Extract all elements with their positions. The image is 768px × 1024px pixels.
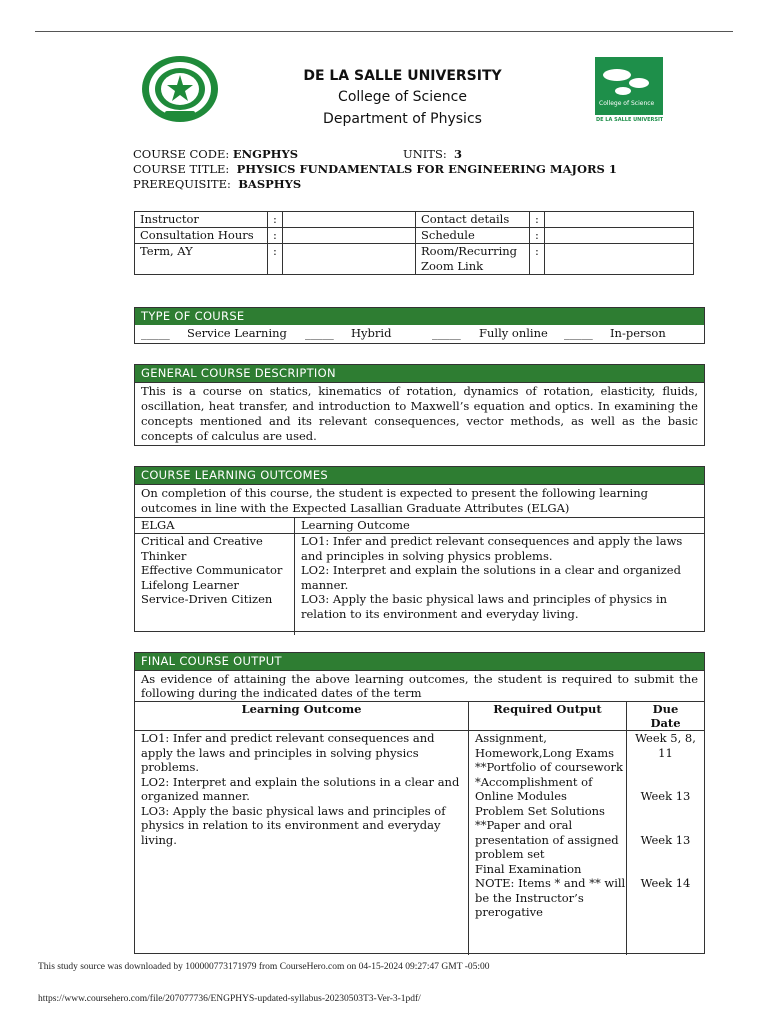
col-required-output: Required Output <box>469 702 627 730</box>
due-item: Week 14 <box>640 876 691 890</box>
units-block: UNITS: 3 <box>403 147 463 161</box>
units-value: 3 <box>454 147 463 161</box>
instructor-label: Instructor <box>135 212 268 228</box>
consultation-value[interactable] <box>283 228 416 244</box>
college-of-science-logo <box>595 57 663 123</box>
lo-item: LO1: Infer and predict relevant consequences and apply the laws and principles in solving physics problems. <box>141 731 435 774</box>
prerequisite-line: PREREQUISITE: BASPHYS <box>133 177 302 191</box>
term-label: Term, AY <box>135 244 268 275</box>
course-code-line: COURSE CODE: ENGPHYS UNITS: 3 <box>133 147 463 161</box>
outcomes-header-row <box>135 518 704 534</box>
room-label: Room/Recurring Zoom Link <box>416 244 530 275</box>
document-header <box>240 66 565 130</box>
learning-outcomes-section <box>134 466 705 632</box>
col-due-date: Due Date <box>650 702 681 730</box>
due-item: Week 5, 8, 11 <box>635 731 696 760</box>
outcomes-body-row <box>135 534 704 635</box>
section-title: FINAL COURSE OUTPUT <box>135 653 704 670</box>
lo-item: LO3: Apply the basic physical laws and principles of physics in relation to its environment and everyday living. <box>141 803 446 847</box>
final-output-body-row <box>135 731 704 955</box>
final-output-header-row <box>135 702 704 731</box>
due-date-list <box>627 731 704 955</box>
output-item: NOTE: Items * and ** will be the Instructor’s prerogative <box>475 876 626 919</box>
term-value[interactable] <box>283 244 416 275</box>
download-notice: This study source was downloaded by 100000773171979 from CourseHero.com on 04-15-2024 09:27:47 GMT -05:00 <box>38 962 490 972</box>
instructor-value[interactable] <box>283 212 416 228</box>
output-item: **Portfolio of coursework <box>475 760 623 774</box>
type-of-course-section <box>134 307 705 344</box>
elga-item: Service-Driven Citizen <box>141 592 273 606</box>
lo-item: LO2: Interpret and explain the solutions in a clear and organized manner. <box>141 774 460 803</box>
description-text: This is a course on statics, kinematics of rotation, dynamics of rotation, elasticity, fluids, oscillation, heat transfer, and introduction to Maxwell’s equation and optics. In examining the concepts mentioned and its relevant consequences, vector methods, as well as the basic concepts of calculus are used. <box>135 382 704 445</box>
elga-item: Lifelong Learner <box>141 577 239 592</box>
instructor-info-table: Instructor : Contact details : Consultation Hours : Schedule : Term, AY : Room/Recurring Zoom Link : <box>134 211 694 275</box>
source-url[interactable]: https://www.coursehero.com/file/207077736/ENGPHYS-updated-syllabus-20230503T3-Ver-3-1pdf/ <box>38 994 421 1004</box>
dlsu-seal-logo <box>141 55 219 123</box>
prerequisite: BASPHYS <box>238 177 302 191</box>
option-service-learning[interactable]: Service Learning <box>187 326 287 340</box>
contact-value[interactable] <box>545 212 694 228</box>
output-item: Problem Set Solutions <box>475 803 605 818</box>
svg-text:College of Science: College of Science <box>599 100 655 107</box>
required-output-list <box>469 731 627 955</box>
option-hybrid[interactable]: Hybrid <box>351 326 392 340</box>
university-name: DE LA SALLE UNIVERSITY <box>303 68 502 84</box>
room-value[interactable] <box>545 244 694 275</box>
output-item: Final Examination <box>475 861 582 876</box>
output-item: Assignment, Homework,Long Exams <box>475 731 615 760</box>
schedule-label: Schedule <box>416 228 530 244</box>
contact-label: Contact details <box>416 212 530 228</box>
course-code: ENGPHYS <box>232 147 299 161</box>
course-title: PHYSICS FUNDAMENTALS FOR ENGINEERING MAJORS 1 <box>236 162 617 176</box>
section-title: GENERAL COURSE DESCRIPTION <box>135 365 704 382</box>
option-fully-online[interactable]: Fully online <box>479 326 548 340</box>
course-type-options: _____ Service Learning _____ Hybrid _____ Fully online _____ In-person <box>141 326 666 340</box>
lo-item: LO1: Infer and predict relevant consequences and apply the laws and principles in solving physics problems. <box>301 534 683 563</box>
elga-item: Critical and Creative Thinker <box>141 534 263 563</box>
course-title-line: COURSE TITLE: PHYSICS FUNDAMENTALS FOR ENGINEERING MAJORS 1 <box>133 162 617 176</box>
col-elga: ELGA <box>135 518 295 533</box>
final-output-section <box>134 652 705 954</box>
section-title: TYPE OF COURSE <box>135 308 704 325</box>
department-name: Department of Physics <box>323 111 482 127</box>
lo-item: LO3: Apply the basic physical laws and principles of physics in relation to its environment and everyday living. <box>301 592 668 621</box>
col-learning-outcome: Learning Outcome <box>301 518 410 532</box>
output-item: **Paper and oral presentation of assigned problem set <box>475 818 619 861</box>
col-learning-outcome: Learning Outcome <box>135 702 469 730</box>
consultation-label: Consultation Hours <box>135 228 268 244</box>
output-item: *Accomplishment of Online Modules <box>475 774 593 803</box>
schedule-value[interactable] <box>545 228 694 244</box>
outcomes-intro: On completion of this course, the student is expected to present the following learning outcomes in line with the Expected Lasallian Graduate Attributes (ELGA) <box>135 484 704 518</box>
top-rule <box>35 31 733 32</box>
final-lo-list <box>135 731 469 955</box>
lo-item: LO2: Interpret and explain the solutions in a clear and organized manner. <box>301 563 681 592</box>
option-in-person[interactable]: In-person <box>610 326 666 340</box>
final-output-intro: As evidence of attaining the above learning outcomes, the student is required to submit the following during the indicated dates of the term <box>135 670 704 702</box>
college-name: College of Science <box>338 89 467 105</box>
lo-list <box>295 534 704 635</box>
course-description-section <box>134 364 705 446</box>
section-title: COURSE LEARNING OUTCOMES <box>135 467 704 484</box>
elga-item: Effective Communicator <box>141 563 283 577</box>
due-item: Week 13 <box>640 789 691 803</box>
svg-text:DE LA SALLE UNIVERSITY: DE LA SALLE UNIVERSITY <box>596 117 663 123</box>
due-item: Week 13 <box>640 833 691 847</box>
elga-list <box>135 534 295 635</box>
